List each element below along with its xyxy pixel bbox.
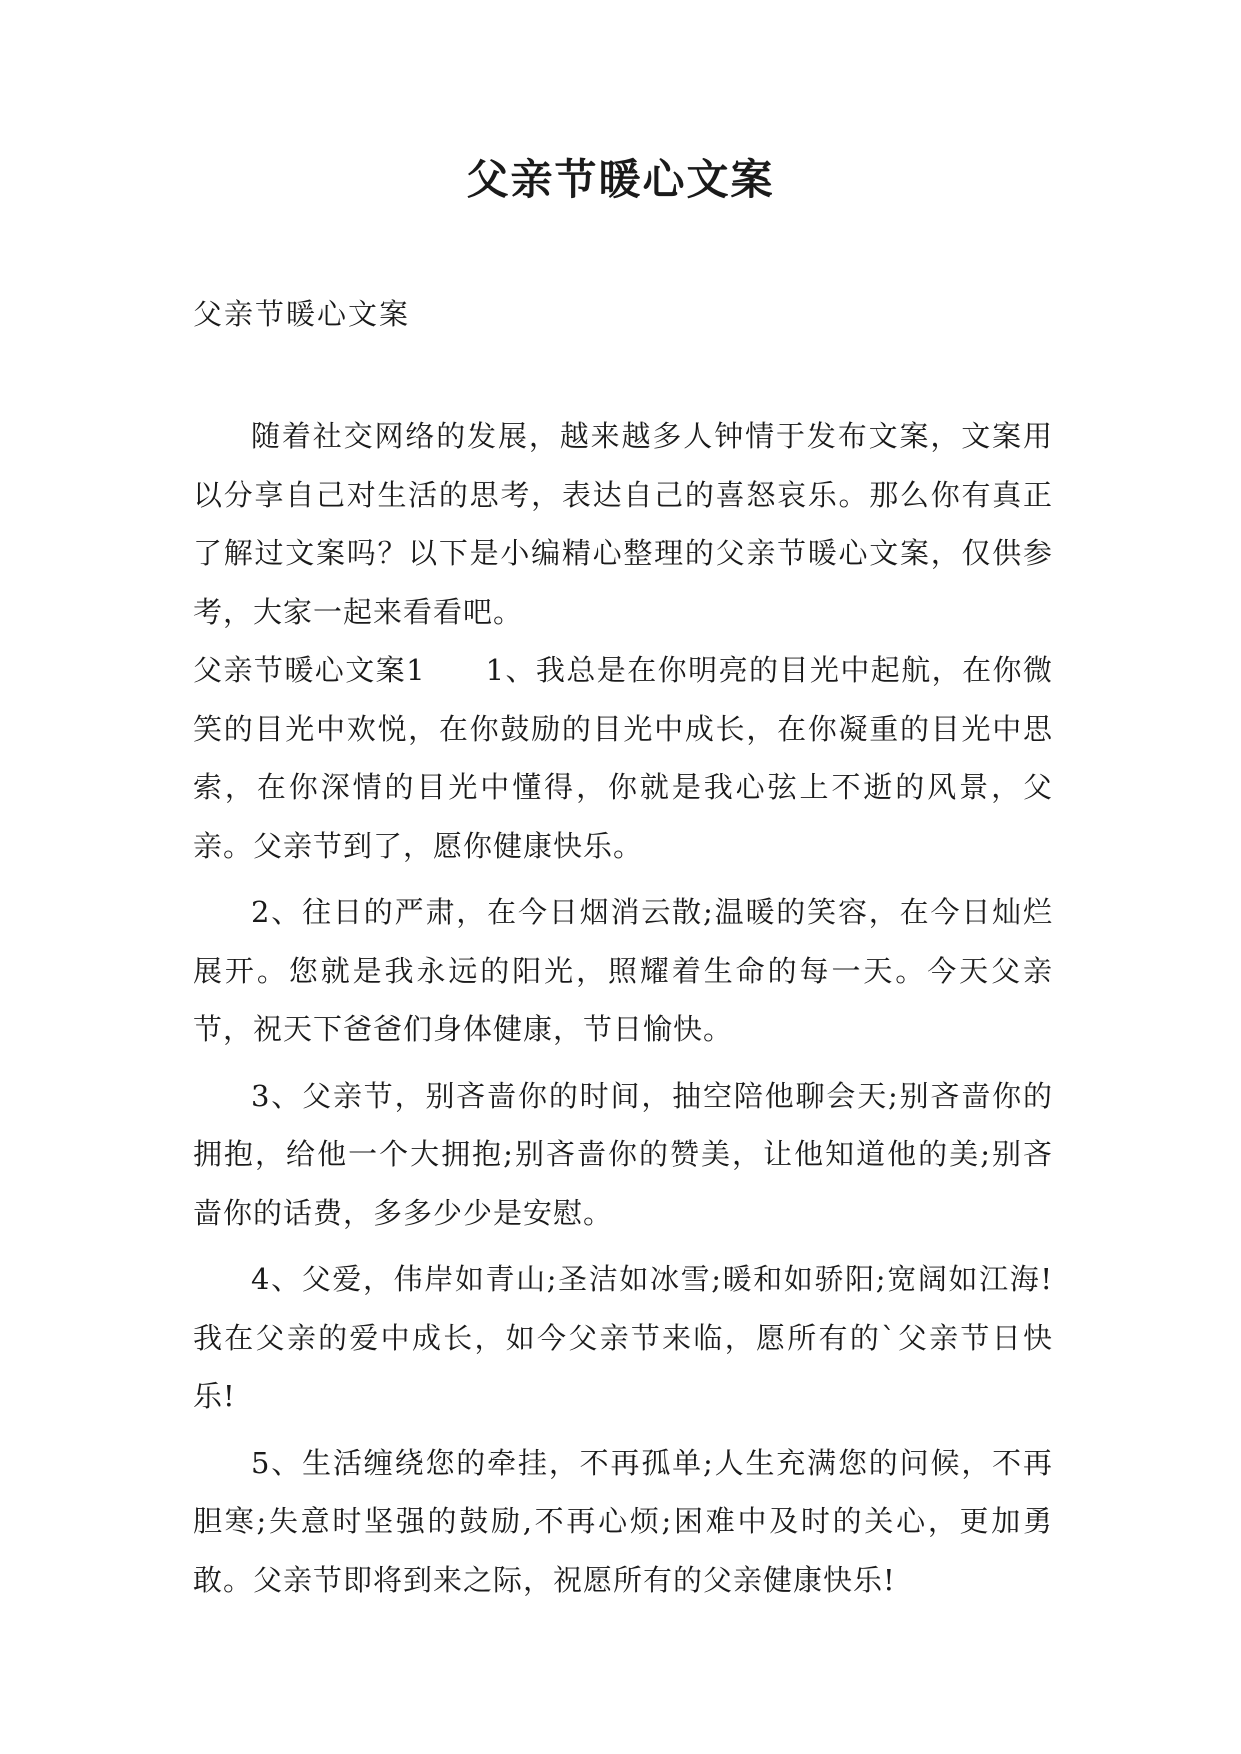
document-title: 父亲节暖心文案 (466, 155, 775, 204)
section-1-paragraph (193, 641, 1053, 875)
list-item-1: 1、我总是在你明亮的目光中起航，在你微笑的目光中欢悦，在你鼓励的目光中成长，在你凝重的目光中思索，在你深情的目光中懂得，你就是我心弦上不逝的风景，父亲。父亲节到了，愿你健康快乐。 (193, 653, 1054, 863)
list-item-2: 2、往日的严肃，在今日烟消云散;温暖的笑容，在今日灿烂展开。您就是我永远的阳光，照耀着生命的每一天。今天父亲节，祝天下爸爸们身体健康，节日愉快。 (193, 895, 1053, 1046)
document-body (193, 407, 1053, 1609)
section-heading: 父亲节暖心文案1 (193, 653, 426, 687)
list-item-3: 3、父亲节，别吝啬你的时间，抽空陪他聊会天;别吝啬你的拥抱，给他一个大拥抱;别吝啬你的赞美，让他知道他的美;别吝啬你的话费，多多少少是安慰。 (193, 1078, 1053, 1230)
list-item-5: 5、生活缠绕您的牵挂，不再孤单;人生充满您的问候，不再胆寒;失意时坚强的鼓励,不再心烦;困难中及时的关心，更加勇敢。父亲节即将到来之际，祝愿所有的父亲健康快乐! (193, 1445, 1053, 1597)
document-subtitle: 父亲节暖心文案 (193, 297, 411, 331)
list-item-4: 4、父爱，伟岸如青山;圣洁如冰雪;暖和如骄阳;宽阔如江海!我在父亲的爱中成长，如今父亲节来临，愿所有的`父亲节日快乐! (193, 1262, 1053, 1413)
intro-paragraph: 随着社交网络的发展，越来越多人钟情于发布文案，文案用以分享自己对生活的思考，表达自己的喜怒哀乐。那么你有真正了解过文案吗？以下是小编精心整理的父亲节暖心文案，仅供参考，大家一起来看看吧。 (193, 419, 1053, 629)
